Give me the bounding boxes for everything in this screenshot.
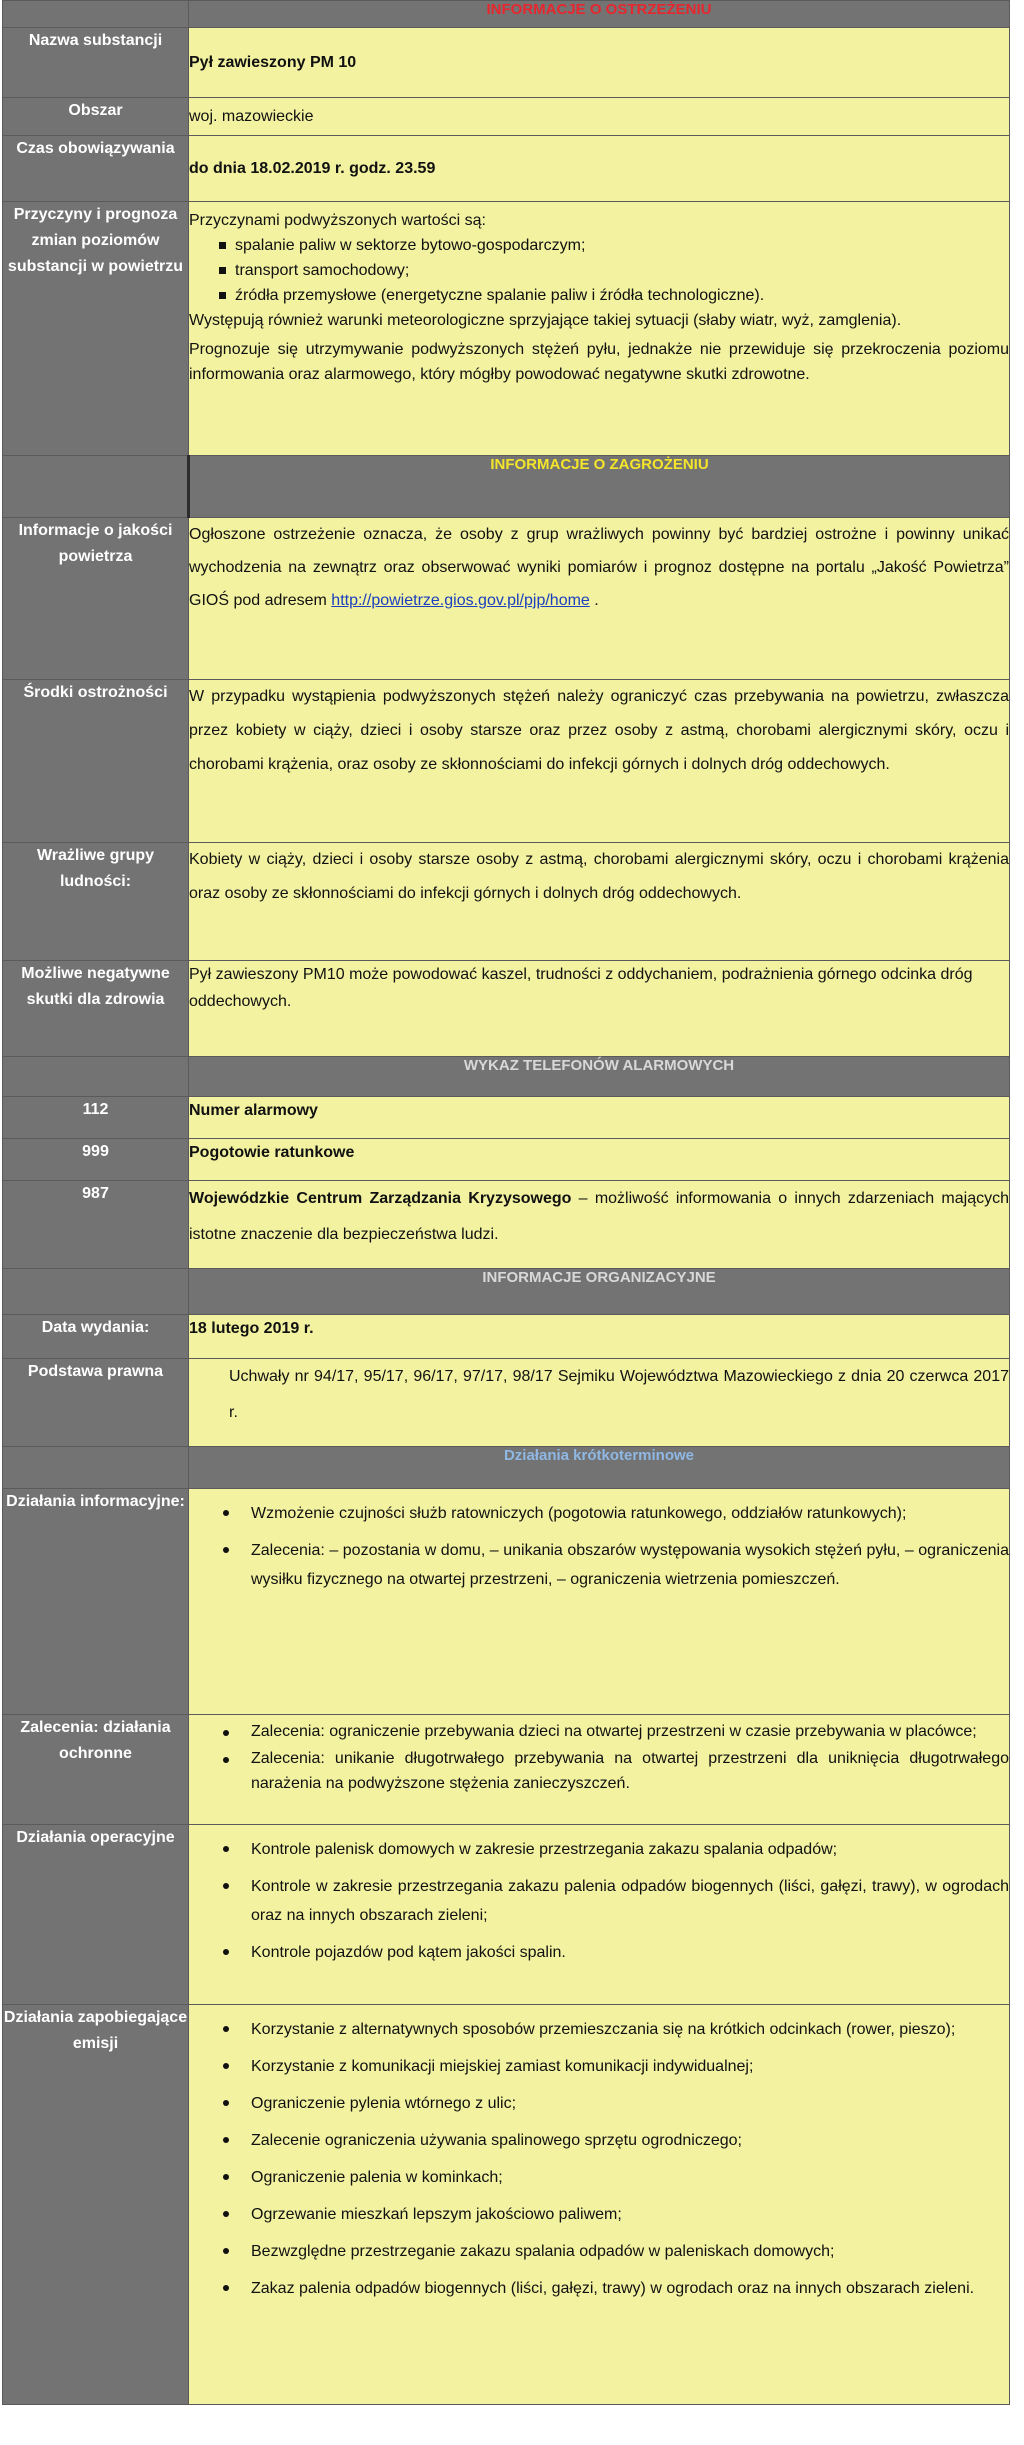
label-emission-actions: Działania zapobiegające emisji — [3, 2005, 189, 2405]
label-operational-actions: Działania operacyjne — [3, 1825, 189, 2005]
list-item: Kontrole w zakresie przestrzegania zakazu palenia odpadów biogennych (liści, gałęzi, trawy), w ogrodach oraz na innych obszarach zieleni; — [223, 1872, 1009, 1930]
label-health-effects: Możliwe negatywne skutki dla zdrowia — [3, 961, 189, 1057]
list-item: Zalecenia: – pozostania w domu, – unikania obszarów występowania wysokich stężeń pyłu, – ograniczenia wysiłku fizycznego na otwartej przestrzeni, – ograniczenia wietrzenia pomieszczeń. — [223, 1536, 1009, 1594]
value-issue-date: 18 lutego 2019 r. — [189, 1315, 1010, 1359]
section-header-row — [3, 1, 1010, 28]
list-item: Korzystanie z alternatywnych sposobów przemieszczania się na krótkich odcinkach (rower, pieszo); — [223, 2015, 1009, 2044]
list-item: Kontrole pojazdów pod kątem jakości spalin. — [223, 1938, 1009, 1967]
header-blank-cell — [3, 1447, 189, 1489]
section-header-organizational: INFORMACJE ORGANIZACYJNE — [189, 1269, 1010, 1315]
value-legal-basis: Uchwały nr 94/17, 95/17, 96/17, 97/17, 98/17 Sejmiku Województwa Mazowieckiego z dnia 20 czerwca 2017 r. — [189, 1359, 1010, 1447]
label-legal-basis: Podstawa prawna — [3, 1359, 189, 1447]
label-protective-actions: Zalecenia: działania ochronne — [3, 1715, 189, 1825]
value-air-quality — [189, 518, 1010, 680]
row-air-quality — [3, 518, 1010, 680]
row-health-effects — [3, 961, 1010, 1057]
protective-actions-list — [189, 1719, 1009, 1796]
air-quality-tail: . — [594, 592, 599, 609]
label-issue-date: Data wydania: — [3, 1315, 189, 1359]
phone-number: 987 — [3, 1181, 189, 1269]
value-protective-actions — [189, 1715, 1010, 1825]
list-item: Korzystanie z komunikacji miejskiej zamiast komunikacji indywidualnej; — [223, 2052, 1009, 2081]
causes-list — [189, 233, 1009, 308]
row-area — [3, 98, 1010, 136]
list-item: Ogrzewanie mieszkań lepszym jakościowo paliwem; — [223, 2200, 1009, 2229]
header-blank-cell — [3, 456, 189, 518]
operational-actions-list — [189, 1835, 1009, 1967]
label-substance: Nazwa substancji — [3, 28, 189, 98]
row-emission-actions — [3, 2005, 1010, 2405]
phone-desc-cell — [189, 1181, 1010, 1269]
value-emission-actions — [189, 2005, 1010, 2405]
gios-portal-link[interactable]: http://powietrze.gios.gov.pl/pjp/home — [331, 592, 590, 609]
label-precautions: Środki ostrożności — [3, 680, 189, 843]
phone-row — [3, 1139, 1010, 1181]
header-blank-cell — [3, 1269, 189, 1315]
list-item: Ograniczenie palenia w kominkach; — [223, 2163, 1009, 2192]
label-validity: Czas obowiązywania — [3, 136, 189, 202]
section-header-threat: INFORMACJE O ZAGROŻENIU — [189, 456, 1010, 518]
phone-name: Wojewódzkie Centrum Zarządzania Kryzysowego — [189, 1190, 572, 1207]
value-sensitive-groups: Kobiety w ciąży, dzieci i osoby starsze osoby z astmą, chorobami alergicznymi skóry, oczu i chorobami krążenia oraz osoby ze skłonnościami do infekcji górnych i dolnych dróg oddechowych. — [189, 843, 1010, 961]
value-substance: Pył zawieszony PM 10 — [189, 28, 1010, 98]
label-info-actions: Działania informacyjne: — [3, 1489, 189, 1715]
list-item: Zalecenia: ograniczenie przebywania dzieci na otwartej przestrzeni w czasie przebywania w placówce; — [223, 1719, 1009, 1744]
value-validity: do dnia 18.02.2019 r. godz. 23.59 — [189, 136, 1010, 202]
section-header-phones: WYKAZ TELEFONÓW ALARMOWYCH — [189, 1057, 1010, 1097]
section-header-row — [3, 1057, 1010, 1097]
row-operational-actions — [3, 1825, 1010, 2005]
value-precautions: W przypadku wystąpienia podwyższonych stężeń należy ograniczyć czas przebywania na powietrzu, zwłaszcza przez kobiety w ciąży, dzieci i osoby starsze oraz przez osoby z astmą, chorobami alergicznymi skóry, oczu i chorobami krążenia, oraz osoby ze skłonnościami do infekcji górnych i dolnych dróg oddechowych. — [189, 680, 1010, 843]
section-header-row — [3, 1269, 1010, 1315]
section-header-row — [3, 456, 1010, 518]
list-item: Ograniczenie pylenia wtórnego z ulic; — [223, 2089, 1009, 2118]
label-area: Obszar — [3, 98, 189, 136]
list-item: Wzmożenie czujności służb ratowniczych (pogotowia ratunkowego, oddziałów ratunkowych); — [223, 1499, 1009, 1528]
phone-name: Numer alarmowy — [189, 1097, 1010, 1139]
list-item: Zalecenie ograniczenia używania spalinowego sprzętu ogrodniczego; — [223, 2126, 1009, 2155]
value-operational-actions — [189, 1825, 1010, 2005]
section-header-warning: INFORMACJE O OSTRZEŻENIU — [189, 1, 1010, 28]
row-protective-actions — [3, 1715, 1010, 1825]
phone-row — [3, 1181, 1010, 1269]
header-blank-cell — [3, 1, 189, 28]
air-quality-text: Ogłoszone ostrzeżenie oznacza, że osoby z grup wrażliwych powinny być bardziej ostrożne i powinny unikać wychodzenia na zewnątrz oraz obserwować wyniki pomiarów i prognoz dostępne na portalu „Jakość Powietrza” GIOŚ pod adresem — [189, 526, 1009, 609]
row-validity — [3, 136, 1010, 202]
phone-desc: – możliwość informowania o innych zdarzeniach mających istotne znaczenie dla bezpieczeństwa ludzi. — [189, 1190, 1009, 1243]
value-causes — [189, 202, 1010, 456]
phone-number: 999 — [3, 1139, 189, 1181]
row-info-actions — [3, 1489, 1010, 1715]
list-item: transport samochodowy; — [219, 258, 1009, 283]
label-air-quality: Informacje o jakości powietrza — [3, 518, 189, 680]
info-actions-list — [189, 1499, 1009, 1594]
section-header-short-term: Działania krótkoterminowe — [189, 1447, 1010, 1489]
row-precautions — [3, 680, 1010, 843]
row-issue-date — [3, 1315, 1010, 1359]
list-item: Bezwzględne przestrzeganie zakazu spalania odpadów w paleniskach domowych; — [223, 2237, 1009, 2266]
causes-weather: Występują również warunki meteorologiczne sprzyjające takiej sytuacji (słaby wiatr, wyż, zamglenia). — [189, 312, 902, 329]
list-item: Zalecenia: unikanie długotrwałego przebywania na otwartej przestrzeni dla uniknięcia długotrwałego narażenia na podwyższone stężenia zanieczyszczeń. — [223, 1746, 1009, 1796]
causes-forecast: Prognozuje się utrzymywanie podwyższonych stężeń pyłu, jednakże nie przewiduje się przekroczenia poziomu informowania oraz alarmowego, który mógłby powodować negatywne skutki zdrowotne. — [189, 341, 1009, 383]
header-blank-cell — [3, 1057, 189, 1097]
label-sensitive-groups: Wrażliwe grupy ludności: — [3, 843, 189, 961]
row-legal-basis — [3, 1359, 1010, 1447]
row-sensitive-groups — [3, 843, 1010, 961]
value-info-actions — [189, 1489, 1010, 1715]
phone-number: 112 — [3, 1097, 189, 1139]
label-causes: Przyczyny i prognoza zmian poziomów substancji w powietrzu — [3, 202, 189, 456]
value-area: woj. mazowieckie — [189, 98, 1010, 136]
phone-name: Pogotowie ratunkowe — [189, 1139, 1010, 1181]
value-health-effects: Pył zawieszony PM10 może powodować kaszel, trudności z oddychaniem, podrażnienia górnego odcinka dróg oddechowych. — [189, 961, 1010, 1057]
row-substance — [3, 28, 1010, 98]
warning-table — [2, 0, 1010, 2405]
list-item: Kontrole palenisk domowych w zakresie przestrzegania zakazu spalania odpadów; — [223, 1835, 1009, 1864]
row-causes — [3, 202, 1010, 456]
list-item: Zakaz palenia odpadów biogennych (liści, gałęzi, trawy) w ogrodach oraz na innych obszarach zieleni. — [223, 2274, 1009, 2303]
list-item: źródła przemysłowe (energetyczne spalanie paliw i źródła technologiczne). — [219, 283, 1009, 308]
section-header-row — [3, 1447, 1010, 1489]
phone-row — [3, 1097, 1010, 1139]
emission-actions-list — [189, 2015, 1009, 2303]
list-item: spalanie paliw w sektorze bytowo-gospodarczym; — [219, 233, 1009, 258]
causes-intro: Przyczynami podwyższonych wartości są: — [189, 212, 486, 229]
